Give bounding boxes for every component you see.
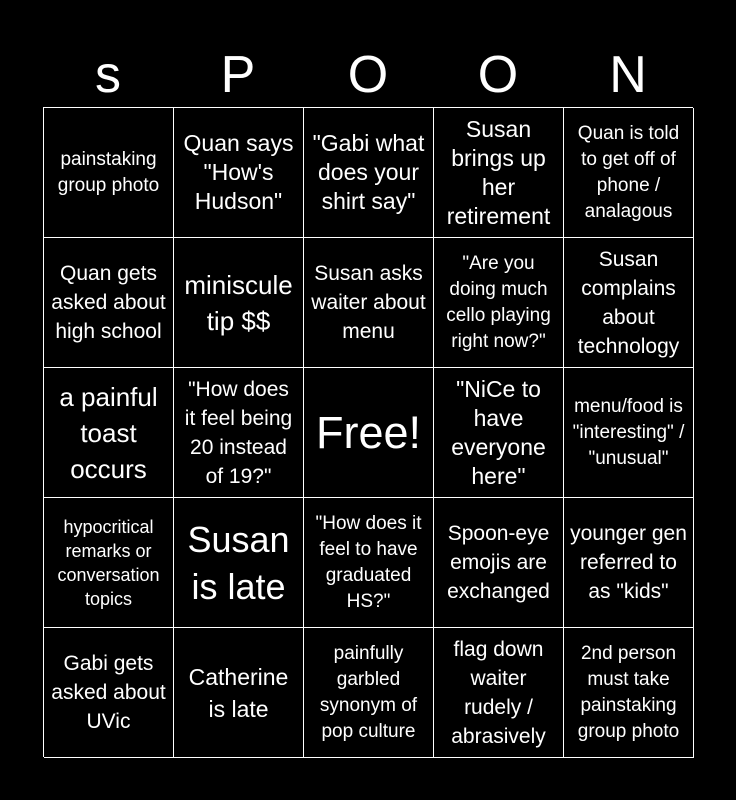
cell-label: younger gen referred to as "kids" [570,522,687,603]
bingo-board [43,107,693,757]
cell-label: "NiCe to have everyone here" [451,375,546,489]
bingo-cell-r5-c2[interactable] [174,628,304,758]
cell-label: Gabi gets asked about UVic [51,652,166,733]
bingo-cell-free[interactable] [304,368,434,498]
bingo-cell-r4-c5[interactable] [564,498,694,628]
bingo-cell-r2-c4[interactable] [434,238,564,368]
cell-label: "How does it feel to have graduated HS?" [315,512,422,612]
cell-label: a painful toast occurs [59,381,158,484]
cell-label: Susan brings up her retirement [446,115,551,229]
cell-label: Spoon-eye emojis are exchanged [447,522,550,603]
cell-label: miniscule tip $$ [184,269,293,336]
header-letter-o1: O [347,46,389,104]
header-letter-p: P [220,46,256,104]
cell-label: Catherine is late [188,663,289,722]
bingo-cell-r4-c3[interactable] [304,498,434,628]
bingo-cell-r3-c2[interactable] [174,368,304,498]
bingo-cell-r2-c5[interactable] [564,238,694,368]
bingo-cell-r1-c3[interactable] [304,108,434,238]
bingo-cell-r3-c5[interactable] [564,368,694,498]
bingo-cell-r2-c2[interactable] [174,238,304,368]
bingo-cell-r5-c3[interactable] [304,628,434,758]
bingo-cell-r3-c1[interactable] [44,368,174,498]
bingo-header [43,44,693,106]
cell-label: "How does it feel being 20 instead of 19?" [184,377,293,488]
bingo-cell-r1-c4[interactable] [434,108,564,238]
cell-label: 2nd person must take painstaking group photo [577,642,680,742]
header-letter-o2: O [477,46,519,104]
free-space-label: Free! [315,406,422,458]
bingo-cell-r3-c4[interactable] [434,368,564,498]
cell-label: Susan asks waiter about menu [311,262,426,343]
bingo-cell-r1-c2[interactable] [174,108,304,238]
cell-label: flag down waiter rudely / abrasively [451,637,546,748]
cell-label: Susan is late [187,518,290,607]
cell-label: "Gabi what does your shirt say" [312,130,425,214]
bingo-cell-r5-c4[interactable] [434,628,564,758]
bingo-cell-r5-c1[interactable] [44,628,174,758]
cell-label: Quan gets asked about high school [51,262,166,343]
cell-label: Susan complains about technology [577,247,680,358]
cell-label: "Are you doing much cello playing right now?" [446,252,551,352]
cell-label: menu/food is "interesting" / "unusual" [572,395,685,469]
header-letter-s: s [95,46,121,104]
header-letter-n: N [609,46,647,104]
bingo-cell-r2-c1[interactable] [44,238,174,368]
bingo-cell-r5-c5[interactable] [564,628,694,758]
cell-label: painfully garbled synonym of pop culture [319,642,418,742]
cell-label: Quan says "How's Hudson" [183,130,294,214]
bingo-cell-r2-c3[interactable] [304,238,434,368]
bingo-cell-r4-c4[interactable] [434,498,564,628]
cell-label: Quan is told to get off of phone / analagous [577,122,680,222]
bingo-cell-r1-c5[interactable] [564,108,694,238]
bingo-cell-r1-c1[interactable] [44,108,174,238]
cell-label: painstaking group photo [57,148,160,196]
cell-label: hypocritical remarks or conversation topics [57,516,160,609]
bingo-cell-r4-c2[interactable] [174,498,304,628]
bingo-cell-r4-c1[interactable] [44,498,174,628]
